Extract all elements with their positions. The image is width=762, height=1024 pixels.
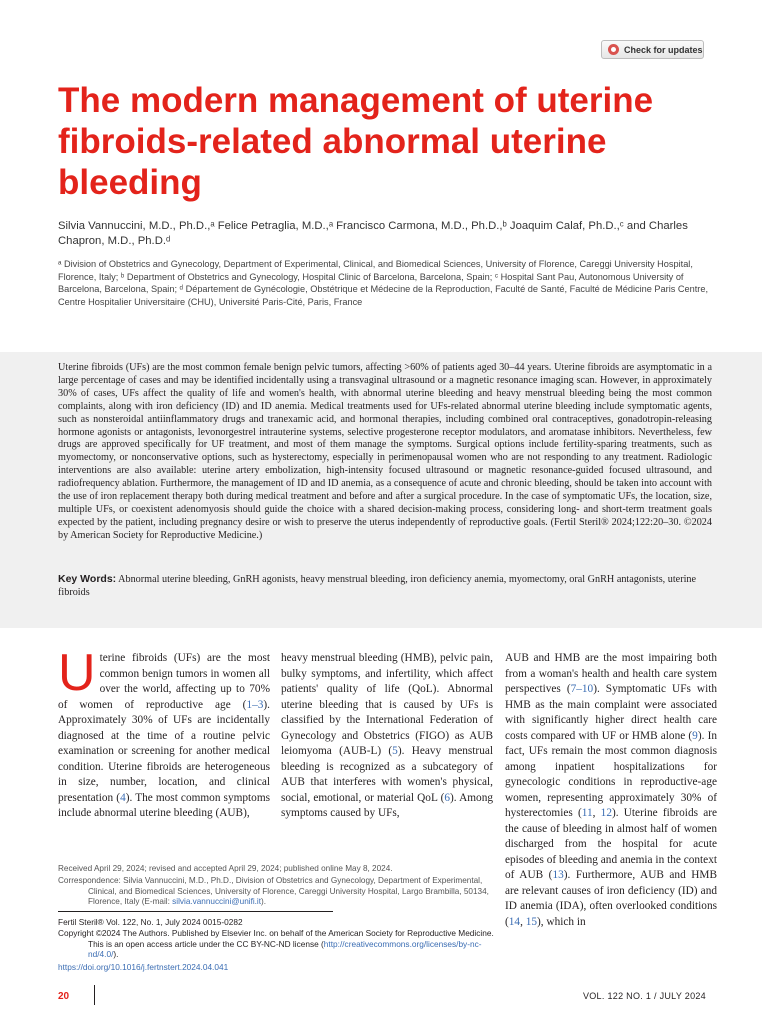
keywords <box>58 573 712 600</box>
body-text: ), which in <box>537 915 586 928</box>
license-link[interactable]: http://creativecommons.org/licenses/by-nc-nd/4.0/ <box>88 938 482 959</box>
reference-link[interactable]: 1–3 <box>246 698 264 711</box>
affiliations: ᵃ Division of Obstetrics and Gynecology, Department of Experimental, Clinical, and Biomedical Sciences, University of Florence, Careggi University Hospital, Florence, Italy; ᵇ Department of Obstetrics and Gynecology, Hospital Clinic of Barcelona, Barcelona, Spain; ᶜ Hospital Sant Pau, Autonomous University of Barcelona, Barcelona, Spain; ᵈ Département de Gynécologie, Obstétrique et Médecine de la Reproduction, Faculté de Santé, Faculté de Médicine Paris Centre, Centre Hospitalier Universitaire (CHU), Université Paris-Cité, Paris, France <box>58 259 709 307</box>
check-for-updates-label: Check for updates <box>624 44 703 55</box>
body-column-3 <box>505 651 717 930</box>
footnote-divider <box>58 911 333 912</box>
body-text: terine fibroids (UFs) are the most common benign tumors in women all over the world, affecting up to 70% of women of reproductive age ( <box>58 652 270 711</box>
reference-link[interactable]: 12 <box>600 807 612 819</box>
keywords-label: Key Words: <box>58 573 117 585</box>
reference-link[interactable]: 14 <box>508 915 521 928</box>
reference-link[interactable]: 4 <box>120 791 126 804</box>
reference-link[interactable]: 13 <box>552 869 564 881</box>
body-column-1 <box>58 644 271 822</box>
body-text: ). Heavy menstrual bleeding is recognized as a subcategory of AUB that interferes with women's physical, social, emotional, or material QoL ( <box>281 745 493 804</box>
reference-link[interactable]: 9 <box>692 729 698 742</box>
body-text: , <box>592 807 601 819</box>
update-icon <box>608 44 619 55</box>
body-text: ). Symptomatic UFs with HMB as the main complaint were associated with significantly higher direct health care costs compared with UF or HMB alone ( <box>505 683 717 742</box>
doi-link[interactable]: https://doi.org/10.1016/j.fertnstert.2024.04.041 <box>58 962 229 972</box>
body-text: ). In fact, UFs remain the most common diagnosis among inpatient hospitalizations for gynecologic conditions in reproductive-age women, representing approximately 30% of hysterectomies ( <box>505 729 717 819</box>
reference-link[interactable]: 15 <box>525 915 538 928</box>
body-text: ). Among symptoms caused by UFs, <box>281 791 493 819</box>
keywords-text: Abnormal uterine bleeding, GnRH agonists, heavy menstrual bleeding, iron deficiency anemia, myomectomy, oral GnRH antagonists, uterine fibroids <box>58 574 697 598</box>
abstract-text: Uterine fibroids (UFs) are the most common female benign pelvic tumors, affecting >60% of patients aged 30–44 years. Uterine fibroids are asymptomatic in a large percentage of cases and may be identified incidentally using a transvaginal ultrasound or a magnetic resonance imaging scan. However, in approximately 30% of cases, UFs affect the quality of life and women's health, with abnormal uterine bleeding and heavy menstrual bleeding being the most common complaints, along with iron deficiency (ID) and ID anemia. Medical treatments used for UFs-related abnormal uterine bleeding include symptomatic agents, such as nonsteroidal antiinflammatory drugs and tranexamic acid, and hormonal therapies, including combined oral contraceptives, gonadotropin-releasing hormone agonists or antagonists, levonorgestrel intrauterine systems, selective progesterone receptor modulators, and aromatase inhibitors. Nevertheless, few drugs are approved specifically for UF treatment, and most of them manage the symptoms. Surgical options include fertility-sparing treatments, such as myomectomy, or nonconservative options, such as hysterectomy, especially in perimenopausal women who are not responding to any treatment. Radiologic interventions are also available: uterine artery embolization, high-intensity focused ultrasound or magnetic resonance-guided focused ultrasound, and radiofrequency ablation. Furthermore, the management of ID and ID anemia, as a consequence of acute and chronic bleeding, should be taken into account with the use of iron replacement therapy both during medical treatment and before and after a surgical procedure. In the case of symptomatic UFs, the location, size, multiple UFs, or coexistent adenomyosis should guide the choice with a shared decision-making process, considering long- and short-term treatment goals expected by the patient, including pregnancy desire or wish to preserve the uterus independently of reproductive goals. (Fertil Steril® 2024;122:20–30. ©2024 by American Society for Reproductive Medicine.) <box>58 362 712 541</box>
copyright-text: Copyright ©2024 The Authors. Published by Elsevier Inc. on behalf of the American Society for Reproductive Medicine. This is an open access article under the CC BY-NC-ND license ( <box>58 928 494 949</box>
reference-link[interactable]: 5 <box>392 745 398 757</box>
body-text: AUB and HMB are the most impairing both from a woman's health and health care system perspectives ( <box>505 652 717 695</box>
reference-link[interactable]: 6 <box>444 791 450 804</box>
body-column-2 <box>281 651 493 822</box>
body-text: heavy menstrual bleeding (HMB), pelvic pain, bulky symptoms, and infertility, which affect patients' quality of life (QoL). Abnormal uterine bleeding that is caused by UFs is classified by the International Federation of Gynecology and Obstetrics (FIGO) as AUB leiomyoma (AUB-L) ( <box>281 652 493 757</box>
check-for-updates-button[interactable] <box>601 40 704 59</box>
body-text: ). Uterine fibroids are the cause of bleeding in almost half of women discharged from the hospital for acute episodes of bleeding and anemia in the context of AUB ( <box>505 807 717 881</box>
correspondence-note <box>58 876 498 908</box>
issue-info: VOL. 122 NO. 1 / JULY 2024 <box>582 991 706 1001</box>
reference-link[interactable]: 7–10 <box>570 683 594 695</box>
body-text: ). Furthermore, AUB and HMB are relevant causes of iron deficiency (ID) and ID anemia (IDA), often overlooked conditions ( <box>505 869 717 928</box>
reference-link[interactable]: 11 <box>581 807 593 819</box>
footer-divider <box>94 985 95 1005</box>
drop-cap: U <box>58 644 96 702</box>
article-title: The modern management of uterine fibroids-related abnormal uterine bleeding <box>58 81 654 202</box>
body-text: ). The most common symptoms include abnormal uterine bleeding (AUB), <box>58 791 271 819</box>
correspondence-email-link[interactable]: silvia.vannuccini@unifi.it <box>172 897 262 906</box>
received-dates: Received April 29, 2024; revised and accepted April 29, 2024; published online May 8, 2024. <box>58 864 393 873</box>
body-text: ). Approximately 30% of UFs are incidentally diagnosed at the time of a routine pelvic examination or screening for another medical condition. Uterine fibroids are heterogeneous in size, number, location, and clinical presentation ( <box>58 698 270 804</box>
journal-citation: Fertil Steril® Vol. 122, No. 1, July 2024 0015-0282 <box>58 917 243 927</box>
copyright-end: ). <box>113 949 119 959</box>
copyright-note <box>58 928 503 960</box>
author-list: Silvia Vannuccini, M.D., Ph.D.,ᵃ Felice Petraglia, M.D.,ᵃ Francisco Carmona, M.D., Ph.D.,ᵇ Joaquim Calaf, Ph.D.,ᶜ and Charles Chapron, M.D., Ph.D.ᵈ <box>58 220 688 247</box>
body-text: , <box>520 915 526 928</box>
correspondence-end: ). <box>261 897 267 906</box>
page-number: 20 <box>58 991 70 1002</box>
correspondence-text: Correspondence: Silvia Vannuccini, M.D., Ph.D., Division of Obstetrics and Gynecology, Department of Experimental, Clinical, and Biomedical Sciences, University of Florence, Careggi University Hospital, Largo Brambilla, 50134, Florence, Italy (E-mail: <box>58 876 489 906</box>
